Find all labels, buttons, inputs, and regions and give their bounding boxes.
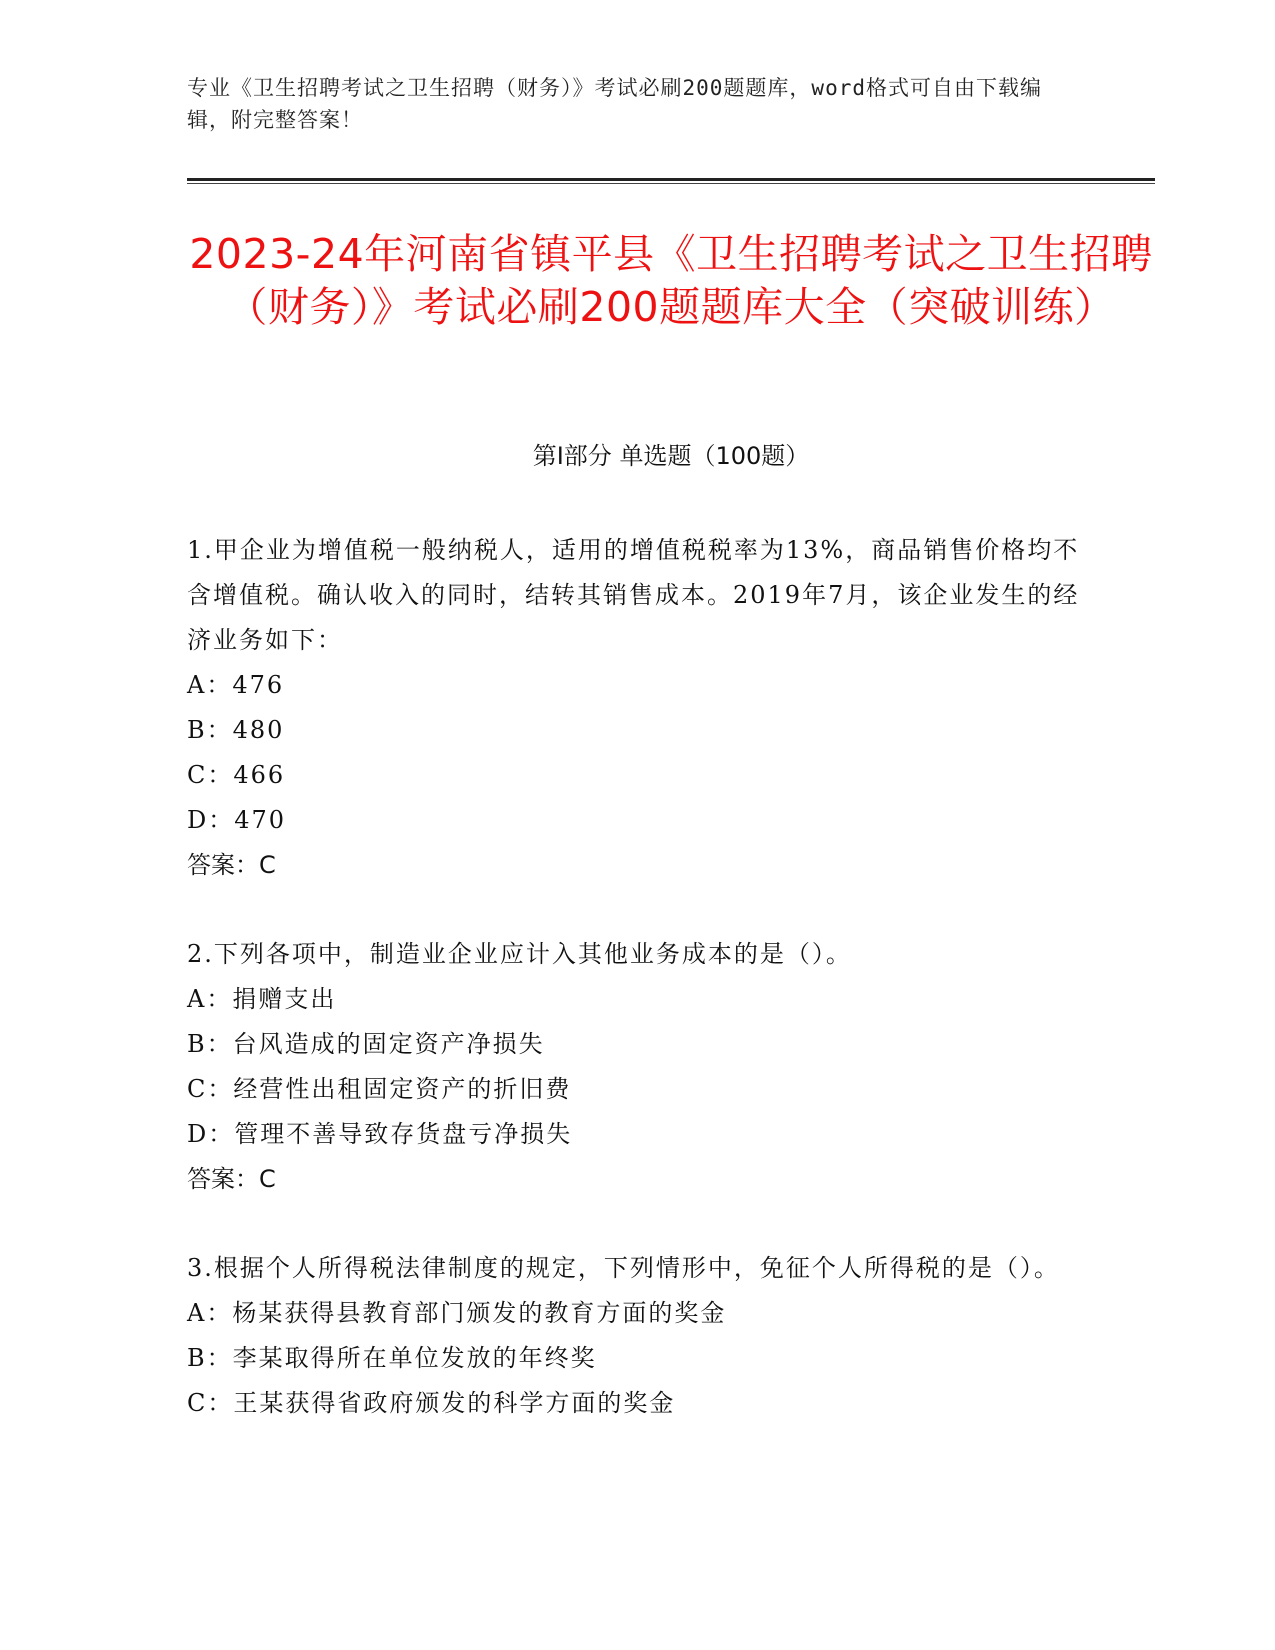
header-divider-thick bbox=[187, 178, 1155, 181]
question-stem: 3.根据个人所得税法律制度的规定，下列情形中，免征个人所得税的是（）。 bbox=[187, 1254, 1060, 1282]
option-a: A：捐赠支出 bbox=[187, 985, 337, 1013]
option-d: D：470 bbox=[187, 806, 287, 834]
option-b: B：李某取得所在单位发放的年终奖 bbox=[187, 1344, 597, 1372]
option-c: C：王某获得省政府颁发的科学方面的奖金 bbox=[187, 1389, 676, 1417]
answer: 答案：C bbox=[187, 1165, 276, 1193]
question-2 bbox=[187, 932, 1087, 1202]
option-a: A：476 bbox=[187, 671, 285, 699]
option-c: C：经营性出租固定资产的折旧费 bbox=[187, 1075, 572, 1103]
option-c: C：466 bbox=[187, 761, 286, 789]
question-1 bbox=[187, 528, 1087, 888]
option-b: B：480 bbox=[187, 716, 285, 744]
document-title: 2023-24年河南省镇平县《卫生招聘考试之卫生招聘（财务）》考试必刷200题题库大全（突破训练） bbox=[189, 230, 1153, 331]
section-title: 第I部分 单选题（100题） bbox=[532, 442, 810, 470]
header-divider-thin bbox=[187, 183, 1155, 184]
question-stem: 2.下列各项中，制造业企业应计入其他业务成本的是（）。 bbox=[187, 940, 852, 968]
question-stem: 1.甲企业为增值税一般纳税人，适用的增值税税率为13%，商品销售价格均不含增值税。确认收入的同时，结转其销售成本。2019年7月，该企业发生的经济业务如下： bbox=[187, 536, 1080, 654]
option-a: A：杨某获得县教育部门颁发的教育方面的奖金 bbox=[187, 1299, 727, 1327]
option-b: B：台风造成的固定资产净损失 bbox=[187, 1030, 545, 1058]
question-list bbox=[187, 528, 1087, 1470]
answer: 答案：C bbox=[187, 851, 276, 879]
header-note: 专业《卫生招聘考试之卫生招聘（财务）》考试必刷200题题库，word格式可自由下载编辑，附完整答案！ bbox=[187, 76, 1042, 132]
question-3 bbox=[187, 1246, 1087, 1426]
option-d: D：管理不善导致存货盘亏净损失 bbox=[187, 1120, 573, 1148]
